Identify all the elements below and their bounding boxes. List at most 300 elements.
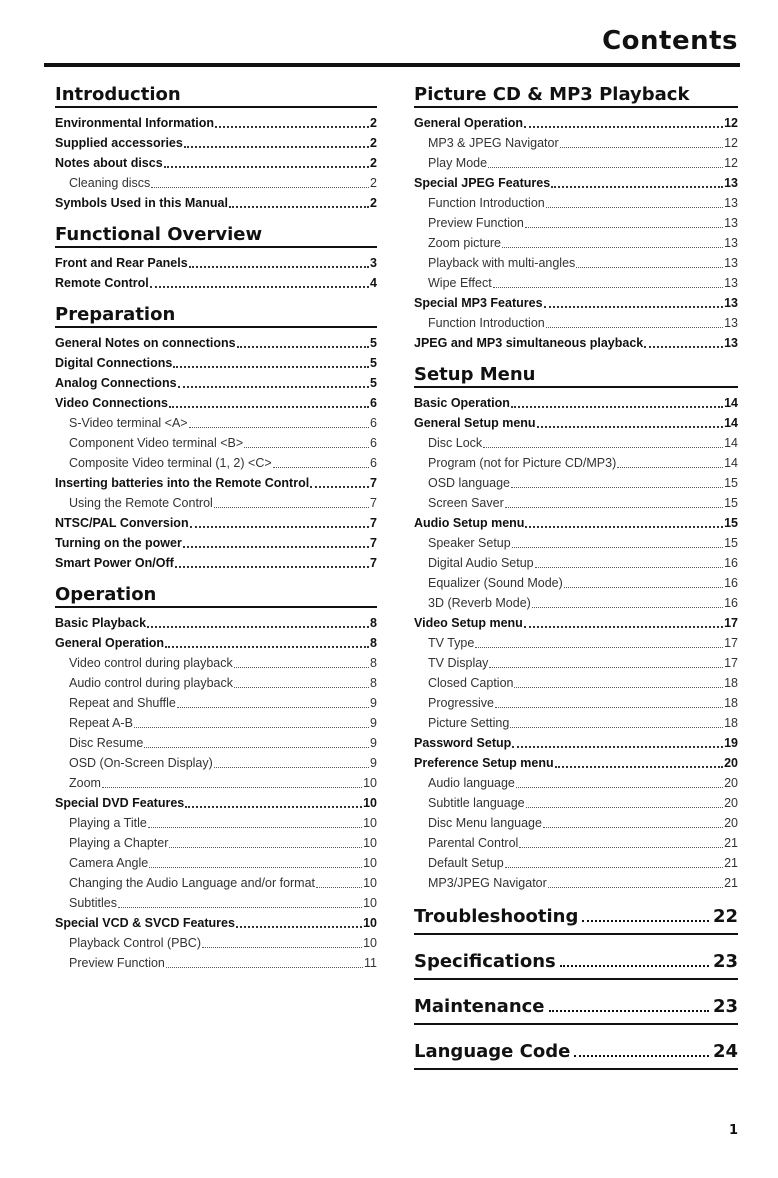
entry-page-number: 8 <box>370 616 377 630</box>
entry-page-number: 4 <box>370 276 377 290</box>
entry-page-number: 18 <box>724 676 738 690</box>
dot-leader <box>510 727 723 728</box>
dot-leader <box>488 167 723 168</box>
entry-page-number: 20 <box>724 776 738 790</box>
entry-page-number: 16 <box>724 556 738 570</box>
dot-leader <box>175 566 369 568</box>
entry-label: Video control during playback <box>69 656 233 670</box>
section-title: Functional Overview <box>55 224 377 248</box>
dot-leader <box>505 507 723 508</box>
dot-leader <box>149 867 362 868</box>
entry-page-number: 9 <box>370 716 377 730</box>
toc-entry[interactable] <box>55 473 377 493</box>
toc-section-setup-menu <box>414 364 738 893</box>
toc-entry[interactable] <box>414 333 738 353</box>
entry-label: Supplied accessories <box>55 136 183 150</box>
dot-leader <box>310 486 369 488</box>
entry-label: OSD (On-Screen Display) <box>69 756 213 770</box>
chapter-page-number: 22 <box>712 906 738 927</box>
entry-page-number: 5 <box>370 336 377 350</box>
entry-label: Preview Function <box>428 216 524 230</box>
entry-label: Remote Control <box>55 276 149 290</box>
entry-label: Digital Audio Setup <box>428 556 534 570</box>
entry-page-number: 15 <box>724 536 738 550</box>
toc-entry[interactable] <box>414 393 738 413</box>
entry-label: Program (not for Picture CD/MP3) <box>428 456 617 470</box>
entry-label: General Operation <box>414 116 524 130</box>
toc-entry[interactable] <box>55 193 377 213</box>
entry-label: Using the Remote Control <box>69 496 213 510</box>
entry-label: Special DVD Features <box>55 796 185 810</box>
dot-leader <box>644 346 723 348</box>
entry-page-number: 15 <box>724 496 738 510</box>
dot-leader <box>316 887 362 888</box>
entry-label: Closed Caption <box>428 676 514 690</box>
entry-label: Equalizer (Sound Mode) <box>428 576 563 590</box>
toc-entry[interactable] <box>55 273 377 293</box>
toc-entry[interactable] <box>55 393 377 413</box>
entry-page-number: 15 <box>724 476 738 490</box>
toc-entry[interactable] <box>414 793 738 813</box>
dot-leader <box>102 787 362 788</box>
entry-label: 3D (Reverb Mode) <box>428 596 531 610</box>
toc-entry[interactable] <box>414 173 738 193</box>
toc-entry[interactable] <box>414 433 738 453</box>
entry-label: Progressive <box>428 696 494 710</box>
toc-entry[interactable] <box>414 733 738 753</box>
entry-page-number: 9 <box>370 736 377 750</box>
dot-leader <box>546 327 723 328</box>
entry-page-number: 13 <box>724 216 738 230</box>
dot-leader <box>165 646 369 648</box>
entry-page-number: 7 <box>370 536 377 550</box>
toc-entry[interactable] <box>55 413 377 433</box>
entry-label: General Setup menu <box>414 416 536 430</box>
dot-leader <box>516 787 723 788</box>
toc-entry[interactable] <box>414 193 738 213</box>
entry-label: Smart Power On/Off <box>55 556 174 570</box>
entry-label: Component Video terminal <B> <box>69 436 244 450</box>
dot-leader <box>183 546 369 548</box>
entry-page-number: 16 <box>724 596 738 610</box>
entry-label: Environmental Information <box>55 116 215 130</box>
entry-page-number: 2 <box>370 176 377 190</box>
entry-page-number: 18 <box>724 696 738 710</box>
toc-chapter-troubleshooting <box>414 904 738 935</box>
dot-leader <box>177 707 369 708</box>
entry-label: TV Display <box>428 656 489 670</box>
entry-page-number: 11 <box>364 956 377 970</box>
dot-leader <box>537 426 724 428</box>
entry-label: Audio Setup menu <box>414 516 525 530</box>
entry-label: Composite Video terminal (1, 2) <C> <box>69 456 272 470</box>
toc-entry[interactable] <box>414 693 738 713</box>
dot-leader <box>244 447 369 448</box>
toc-entry[interactable] <box>414 813 738 833</box>
entry-page-number: 3 <box>370 256 377 270</box>
toc-entry[interactable] <box>414 493 738 513</box>
dot-leader <box>543 827 723 828</box>
entry-label: Preview Function <box>69 956 165 970</box>
entry-label: Picture Setting <box>428 716 510 730</box>
entry-page-number: 7 <box>370 556 377 570</box>
toc-entry[interactable] <box>55 873 377 893</box>
entry-page-number: 10 <box>363 816 377 830</box>
dot-leader <box>546 207 723 208</box>
entry-page-number: 7 <box>370 496 377 510</box>
entry-page-number: 14 <box>724 396 738 410</box>
toc-entry[interactable] <box>414 413 738 433</box>
toc-entry[interactable] <box>55 953 377 973</box>
entry-label: Play Mode <box>428 156 488 170</box>
entry-page-number: 21 <box>724 856 738 870</box>
dot-leader <box>189 427 369 428</box>
chapter-page-number: 23 <box>712 951 738 972</box>
entry-label: TV Type <box>428 636 475 650</box>
toc-section-picture-cd-mp3-playback <box>414 84 738 353</box>
toc-entry[interactable] <box>55 353 377 373</box>
dot-leader <box>617 467 723 468</box>
entry-label: Special JPEG Features <box>414 176 551 190</box>
toc-entry[interactable] <box>414 773 738 793</box>
entry-label: Audio control during playback <box>69 676 233 690</box>
dot-leader <box>511 487 723 488</box>
toc-entry[interactable] <box>414 313 738 333</box>
entry-label: Speaker Setup <box>428 536 511 550</box>
toc-entry[interactable] <box>414 453 738 473</box>
entry-label: Parental Control <box>428 836 519 850</box>
dot-leader <box>502 247 723 248</box>
toc-entry[interactable] <box>55 333 377 353</box>
dot-leader <box>189 266 369 268</box>
toc-entry[interactable] <box>414 473 738 493</box>
dot-leader <box>151 187 369 188</box>
chapter-page-number: 24 <box>712 1041 738 1062</box>
dot-leader <box>134 727 369 728</box>
dot-leader <box>525 227 723 228</box>
entry-page-number: 17 <box>724 656 738 670</box>
entry-label: Symbols Used in this Manual <box>55 196 228 210</box>
entry-page-number: 5 <box>370 376 377 390</box>
entry-label: Subtitles <box>69 896 117 910</box>
entry-label: Function Introduction <box>428 316 545 330</box>
dot-leader <box>150 286 369 288</box>
entry-page-number: 13 <box>724 236 738 250</box>
entry-label: Disc Lock <box>428 436 483 450</box>
entry-page-number: 6 <box>370 396 377 410</box>
dot-leader <box>169 847 362 848</box>
entry-page-number: 10 <box>363 856 377 870</box>
toc-entry[interactable] <box>55 753 377 773</box>
entry-page-number: 13 <box>724 316 738 330</box>
toc-entry[interactable] <box>55 933 377 953</box>
entry-page-number: 10 <box>363 936 377 950</box>
entry-label: Video Connections <box>55 396 168 410</box>
toc-entry[interactable] <box>55 893 377 913</box>
dot-leader <box>215 126 369 128</box>
chapter-entry[interactable] <box>414 904 738 935</box>
entry-label: Playback Control (PBC) <box>69 936 201 950</box>
dot-leader <box>582 920 709 922</box>
toc-entry[interactable] <box>414 253 738 273</box>
entry-page-number: 13 <box>724 336 738 350</box>
entry-page-number: 8 <box>370 656 377 670</box>
toc-entry[interactable] <box>414 293 738 313</box>
toc-entry[interactable] <box>414 573 738 593</box>
toc-entry[interactable] <box>55 713 377 733</box>
toc-entry[interactable] <box>55 173 377 193</box>
dot-leader <box>526 807 723 808</box>
toc-entry[interactable] <box>55 693 377 713</box>
entry-page-number: 21 <box>724 876 738 890</box>
toc-entry[interactable] <box>414 653 738 673</box>
toc-section-functional-overview <box>55 224 377 293</box>
toc-section-preparation <box>55 304 377 573</box>
entry-label: Special MP3 Features <box>414 296 543 310</box>
entry-label: Basic Operation <box>414 396 510 410</box>
dot-leader <box>236 926 362 928</box>
dot-leader <box>564 587 723 588</box>
dot-leader <box>555 766 723 768</box>
toc-entry[interactable] <box>55 633 377 653</box>
dot-leader <box>273 467 369 468</box>
toc-entry[interactable] <box>414 673 738 693</box>
entry-label: Video Setup menu <box>414 616 523 630</box>
entry-page-number: 9 <box>370 756 377 770</box>
chapter-label: Maintenance <box>414 996 545 1017</box>
toc-entry[interactable] <box>55 613 377 633</box>
dot-leader <box>551 186 723 188</box>
entry-label: Notes about discs <box>55 156 163 170</box>
entry-page-number: 7 <box>370 516 377 530</box>
toc-entry[interactable] <box>414 133 738 153</box>
toc-entry[interactable] <box>414 153 738 173</box>
dot-leader <box>576 267 723 268</box>
dot-leader <box>532 607 723 608</box>
dot-leader <box>519 847 723 848</box>
toc-entry[interactable] <box>55 253 377 273</box>
entry-page-number: 6 <box>370 456 377 470</box>
dot-leader <box>190 526 369 528</box>
dot-leader <box>574 1055 709 1057</box>
toc-entry[interactable] <box>55 853 377 873</box>
entry-page-number: 2 <box>370 156 377 170</box>
entry-label: Digital Connections <box>55 356 173 370</box>
dot-leader <box>495 707 723 708</box>
dot-leader <box>512 746 723 748</box>
entry-page-number: 8 <box>370 636 377 650</box>
entry-label: OSD language <box>428 476 511 490</box>
dot-leader <box>475 647 723 648</box>
entry-page-number: 20 <box>724 816 738 830</box>
dot-leader <box>524 126 723 128</box>
entry-label: Audio language <box>428 776 515 790</box>
toc-entry[interactable] <box>55 673 377 693</box>
toc-chapter-language-code <box>414 1039 738 1070</box>
toc-entry[interactable] <box>55 813 377 833</box>
entry-label: S-Video terminal <A> <box>69 416 188 430</box>
toc-section-operation <box>55 584 377 973</box>
entry-label: Camera Angle <box>69 856 149 870</box>
dot-leader <box>549 1010 709 1012</box>
entry-label: Preference Setup menu <box>414 756 554 770</box>
entry-page-number: 13 <box>724 296 738 310</box>
dot-leader <box>483 447 723 448</box>
entry-page-number: 7 <box>370 476 377 490</box>
entry-label: Turning on the power <box>55 536 182 550</box>
dot-leader <box>237 346 369 348</box>
entry-label: Password Setup <box>414 736 512 750</box>
entry-page-number: 20 <box>724 796 738 810</box>
dot-leader <box>511 406 723 408</box>
toc-entry[interactable] <box>55 913 377 933</box>
dot-leader <box>493 287 723 288</box>
toc-entry[interactable] <box>55 553 377 573</box>
section-title: Setup Menu <box>414 364 738 388</box>
toc-entry[interactable] <box>414 833 738 853</box>
section-title: Operation <box>55 584 377 608</box>
chapter-entry[interactable] <box>414 949 738 980</box>
toc-entry[interactable] <box>55 373 377 393</box>
toc-entry[interactable] <box>55 433 377 453</box>
toc-entry[interactable] <box>55 833 377 853</box>
dot-leader <box>173 366 369 368</box>
entry-label: Zoom picture <box>428 236 501 250</box>
entry-page-number: 10 <box>363 896 377 910</box>
entry-page-number: 10 <box>363 776 377 790</box>
entry-label: Playing a Title <box>69 816 147 830</box>
page-title: Contents <box>602 26 738 56</box>
toc-entry[interactable] <box>414 633 738 653</box>
entry-label: Disc Menu language <box>428 816 542 830</box>
entry-page-number: 2 <box>370 116 377 130</box>
entry-page-number: 10 <box>363 796 377 810</box>
toc-entry[interactable] <box>414 553 738 573</box>
chapter-label: Specifications <box>414 951 556 972</box>
toc-entry[interactable] <box>414 873 738 893</box>
dot-leader <box>544 306 724 308</box>
toc-entry[interactable] <box>414 753 738 773</box>
entry-page-number: 16 <box>724 576 738 590</box>
dot-leader <box>144 747 369 748</box>
toc-entry[interactable] <box>55 453 377 473</box>
entry-page-number: 20 <box>724 756 738 770</box>
entry-page-number: 14 <box>724 416 738 430</box>
toc-entry[interactable] <box>414 233 738 253</box>
dot-leader <box>147 626 369 628</box>
entry-page-number: 13 <box>724 276 738 290</box>
entry-page-number: 10 <box>363 836 377 850</box>
entry-label: Front and Rear Panels <box>55 256 188 270</box>
dot-leader <box>214 507 369 508</box>
entry-page-number: 19 <box>724 736 738 750</box>
dot-leader <box>229 206 369 208</box>
dot-leader <box>524 626 723 628</box>
entry-page-number: 6 <box>370 436 377 450</box>
toc-entry[interactable] <box>55 113 377 133</box>
toc-entry[interactable] <box>414 513 738 533</box>
toc-entry[interactable] <box>414 273 738 293</box>
dot-leader <box>512 547 723 548</box>
entry-page-number: 14 <box>724 436 738 450</box>
toc-entry[interactable] <box>414 613 738 633</box>
entry-label: Subtitle language <box>428 796 525 810</box>
left-column <box>55 84 377 984</box>
chapter-entry[interactable] <box>414 994 738 1025</box>
dot-leader <box>525 526 723 528</box>
entry-page-number: 17 <box>724 636 738 650</box>
entry-page-number: 2 <box>370 136 377 150</box>
entry-label: Default Setup <box>428 856 504 870</box>
section-title: Introduction <box>55 84 377 108</box>
dot-leader <box>202 947 362 948</box>
entry-label: MP3 & JPEG Navigator <box>428 136 559 150</box>
toc-entry[interactable] <box>55 153 377 173</box>
chapter-label: Troubleshooting <box>414 906 579 927</box>
dot-leader <box>178 386 370 388</box>
title-rule <box>44 63 740 67</box>
entry-page-number: 10 <box>363 916 377 930</box>
toc-entry[interactable] <box>55 133 377 153</box>
chapter-entry[interactable] <box>414 1039 738 1070</box>
toc-entry[interactable] <box>414 593 738 613</box>
dot-leader <box>560 965 709 967</box>
entry-page-number: 10 <box>363 876 377 890</box>
toc-entry[interactable] <box>414 113 738 133</box>
entry-label: JPEG and MP3 simultaneous playback <box>414 336 644 350</box>
section-title: Preparation <box>55 304 377 328</box>
dot-leader <box>118 907 362 908</box>
toc-entry[interactable] <box>55 733 377 753</box>
toc-chapter-maintenance <box>414 994 738 1025</box>
entry-label: Changing the Audio Language and/or format <box>69 876 316 890</box>
chapter-page-number: 23 <box>712 996 738 1017</box>
dot-leader <box>214 767 369 768</box>
dot-leader <box>514 687 723 688</box>
entry-label: NTSC/PAL Conversion <box>55 516 189 530</box>
entry-page-number: 12 <box>724 136 738 150</box>
entry-label: MP3/JPEG Navigator <box>428 876 547 890</box>
toc-entry[interactable] <box>414 713 738 733</box>
entry-page-number: 17 <box>724 616 738 630</box>
dot-leader <box>560 147 723 148</box>
toc-entry[interactable] <box>55 513 377 533</box>
entry-page-number: 12 <box>724 116 738 130</box>
chapter-label: Language Code <box>414 1041 571 1062</box>
page-number: 1 <box>728 1123 738 1138</box>
entry-page-number: 13 <box>724 196 738 210</box>
entry-page-number: 8 <box>370 676 377 690</box>
toc-entry[interactable] <box>414 533 738 553</box>
dot-leader <box>148 827 362 828</box>
dot-leader <box>184 146 369 148</box>
entry-page-number: 18 <box>724 716 738 730</box>
toc-entry[interactable] <box>55 773 377 793</box>
toc-entry[interactable] <box>55 653 377 673</box>
toc-entry[interactable] <box>414 853 738 873</box>
dot-leader <box>234 667 369 668</box>
toc-entry[interactable] <box>55 533 377 553</box>
entry-label: Special VCD & SVCD Features <box>55 916 235 930</box>
toc-entry[interactable] <box>55 793 377 813</box>
toc-entry[interactable] <box>55 493 377 513</box>
entry-label: Repeat A-B <box>69 716 133 730</box>
toc-entry[interactable] <box>414 213 738 233</box>
dot-leader <box>505 867 723 868</box>
toc-section-introduction <box>55 84 377 213</box>
dot-leader <box>489 667 723 668</box>
dot-leader <box>185 806 362 808</box>
